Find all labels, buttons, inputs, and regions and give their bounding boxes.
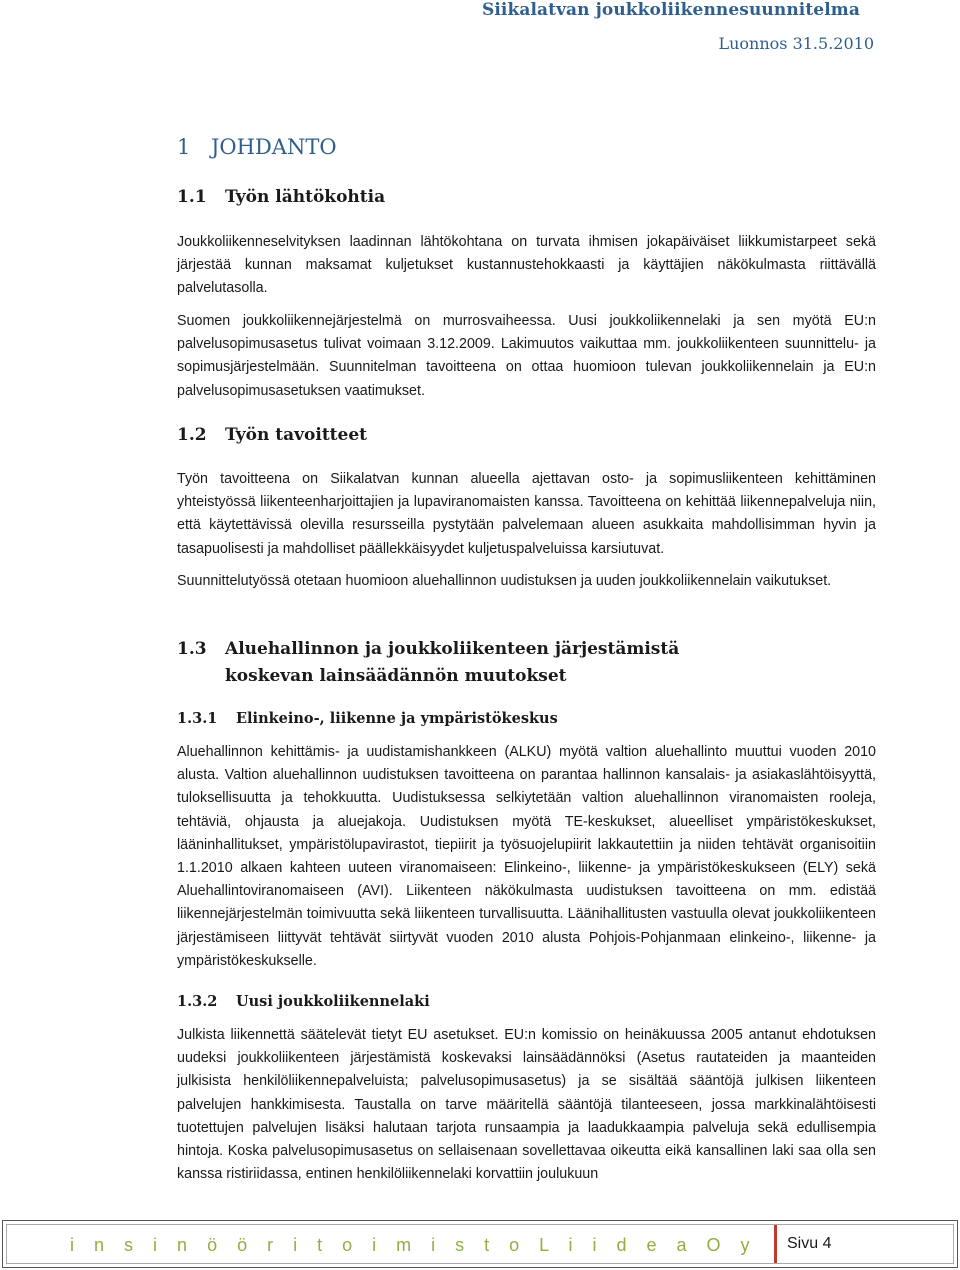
heading-1-3-1 — [177, 710, 558, 727]
heading-1-1-number: 1.1 — [177, 187, 207, 207]
paragraph-1-3-2: Julkista liikennettä säätelevät tietyt EU asetukset. EU:n komissio on heinäkuussa 2005 antanut ehdotuksen uudeksi joukkoliikenteen järjestämistä koskevaksi lainsäädännöksi (Asetus rautateiden ja maanteiden julkisista henkilöliikennepalveluista; palvelusopimusasetus) ja se sisältää sääntöjä julkisen liikenteen palvelujen hankkimisesta. Taustalla on tarve määritellä sääntöjä tilanteeseen, jossa markkinalähtöisesti tuotettujen palvelujen lisäksi halutaan tarjota runsaampia ja laadukkaampia palveluja sekä edullisempia hintoja. Koska palvelusopimusasetus on sellaisenaan sovellettavaa oikeutta eikä kansallinen laki saa olla sen kanssa ristiriidassa, entinen henkilöliikennelaki korvattiin joulukuun — [177, 1027, 876, 1183]
heading-1-3 — [177, 636, 777, 690]
heading-1-3-1-number: 1.3.1 — [177, 710, 218, 727]
heading-1-3-1-title: Elinkeino-, liikenne ja ympäristökeskus — [236, 710, 558, 727]
footer-company: i n s i n ö ö r i t o i m i s t o L i i d e a O y — [70, 1235, 757, 1255]
heading-1-3-2-title: Uusi joukkoliikennelaki — [236, 993, 430, 1010]
paragraph-1-1-b: Suomen joukkoliikennejärjestelmä on murrosvaiheessa. Uusi joukkoliikennelaki ja sen myötä EU:n palvelusopimusasetus tulivat voimaan 3.12.2009. Lakimuutos vaikuttaa mm. joukkoliikenteen suunnittelu- ja sopimusjärjestelmään. Suunnitelman tavoitteena on ottaa huomioon tulevan joukkoliikennelain ja EU:n palvelusopimusasetuksen vaatimukset. — [177, 313, 876, 399]
heading-1-3-title: Aluehallinnon ja joukkoliikenteen järjestämistä koskevan lainsäädännön muutokset — [225, 639, 680, 686]
heading-1-3-2-number: 1.3.2 — [177, 993, 218, 1010]
footer — [2, 1220, 958, 1268]
heading-1-2-title: Työn tavoitteet — [225, 425, 368, 445]
heading-1-title: JOHDANTO — [211, 135, 337, 159]
heading-1 — [177, 135, 337, 159]
header-date: Luonnos 31.5.2010 — [718, 34, 874, 53]
heading-1-2 — [177, 422, 777, 449]
heading-1-1-title: Työn lähtökohtia — [225, 187, 386, 207]
heading-1-1 — [177, 184, 777, 211]
paragraph-1-2-b: Suunnittelutyössä otetaan huomioon aluehallinnon uudistuksen ja uuden joukkoliikennelain vaikutukset. — [177, 573, 832, 589]
heading-1-number: 1 — [177, 135, 191, 159]
heading-1-3-number: 1.3 — [177, 639, 207, 659]
paragraph-1-1-a: Joukkoliikenneselvityksen laadinnan lähtökohtana on turvata ihmisen jokapäiväiset liikkumistarpeet sekä järjestää kunnan maksamat kuljetukset kustannustehokkaasti ja käyttäjien näkökulmasta riittävällä palvelutasolla. — [177, 234, 876, 297]
header-title: Siikalatvan joukkoliikennesuunnitelma — [481, 0, 860, 20]
footer-inner — [6, 1224, 954, 1264]
page-number: Sivu 4 — [787, 1235, 832, 1252]
paragraph-1-3-1: Aluehallinnon kehittämis- ja uudistamishankkeen (ALKU) myötä valtion aluehallinto muuttui vuoden 2010 alusta. Valtion aluehallinnon uudistuksen tavoitteena on parantaa hallinnon kansalais- ja asiakaslähtöisyyttä, tuloksellisuutta ja tehokkuutta. Uudistuksessa selkiytetään valtion aluehallinnon viranomaisten rooleja, tehtäviä, ohjausta ja aluejakoja. Uudistuksen myötä TE-keskukset, alueelliset ympäristökeskukset, lääninhallitukset, ympäristölupavirastot, tiepiirit ja työsuojelupiirit lakkautettiin ja niiden tehtävät organisoitiin 1.1.2010 alkaen kahteen uuteen viranomaiseen: Elinkeino-, liikenne- ja ympäristökeskukseen (ELY) sekä Aluehallintoviranomaiseen (AVI). Liikenteen näkökulmasta uudistuksen tavoitteena on mm. edistää liikennejärjestelmän toimivuutta sekä liikenteen turvallisuutta. Läänihallitusten vastuulla olevat joukkoliikenteen järjestämiseen liittyvät tehtävät siirtyvät vuoden 2010 alusta Pohjois-Pohjanmaan elinkeino-, liikenne- ja ympäristökeskukselle. — [177, 744, 876, 969]
footer-page-box — [774, 1225, 953, 1263]
heading-1-3-2 — [177, 993, 430, 1010]
heading-1-2-number: 1.2 — [177, 425, 207, 445]
paragraph-1-2-a: Työn tavoitteena on Siikalatvan kunnan alueella ajettavan osto- ja sopimusliikenteen kehittäminen yhteistyössä liikenteenharjoittajien ja lupaviranomaisten kanssa. Tavoitteena on kehittää liikennepalveluja niin, että käytettävissä olevilla resursseilla pystytään palvelemaan alueen asukkaita mahdollisimman hyvin ja tasapuolisesti ja mahdolliset päällekkäisyydet kuljetuspalveluissa karsiutuvat. — [177, 471, 876, 557]
